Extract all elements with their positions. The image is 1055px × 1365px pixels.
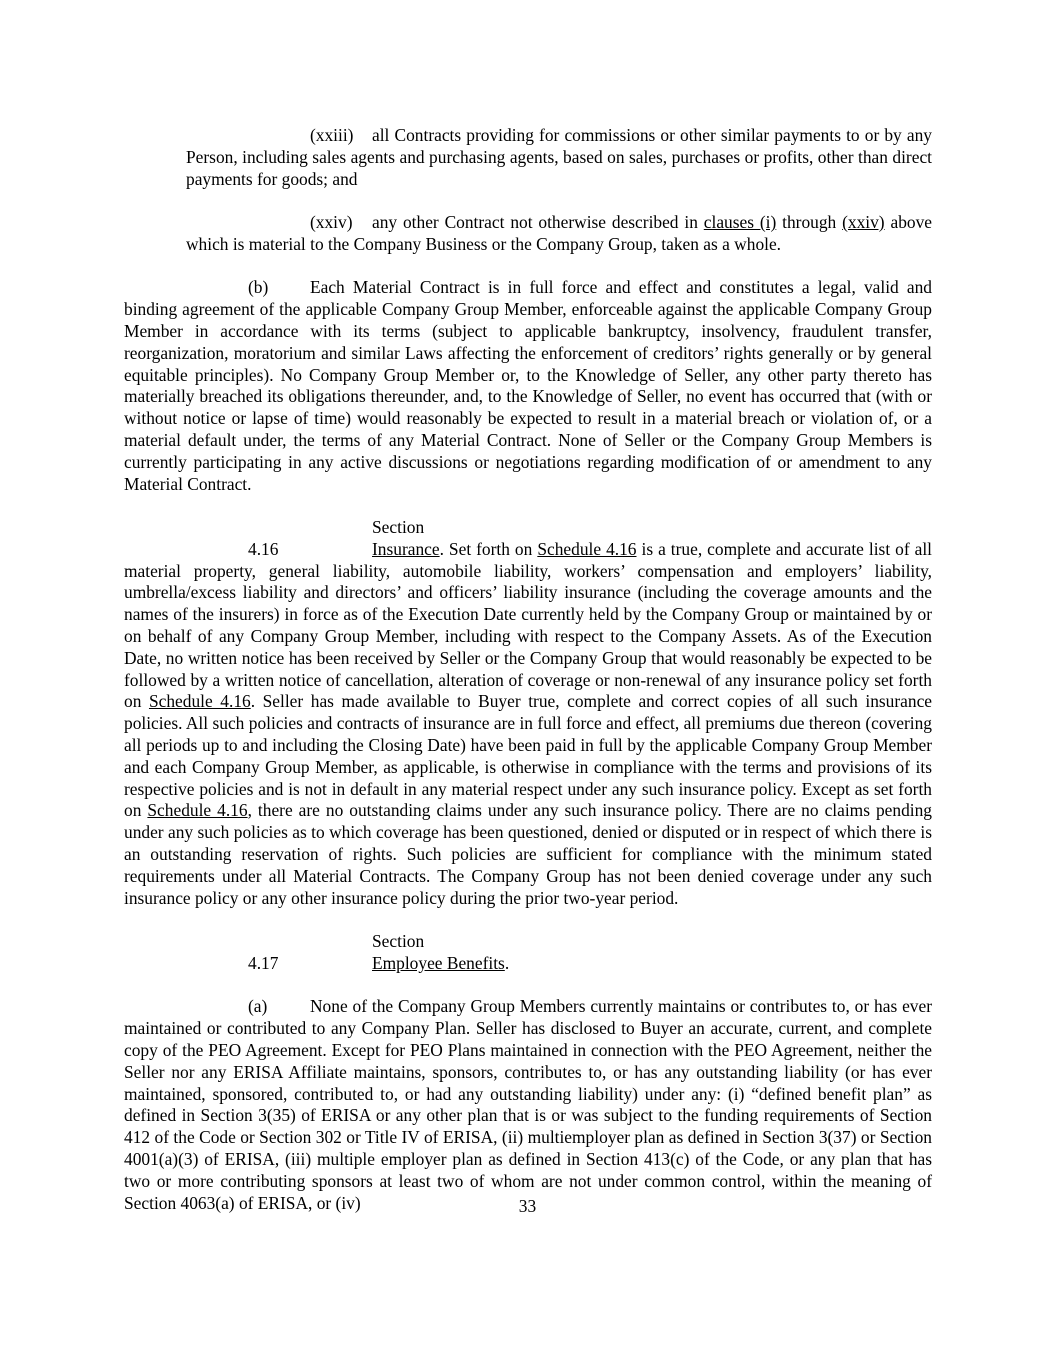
section-4-16 [124,517,932,909]
clause-text: above which is material to the Company Business or the Company Group, taken as a whole. [186,212,932,254]
section-text: is a true, complete and accurate list of all material property, general liability, automobile liability, workers’ compensation and employers’ liability, umbrella/excess liability and directors’ and officers’ liability insurance (including the coverage amounts and the names of the insurers) in force as of the Execution Date currently held by the Company Group or maintained by or on behalf of any Company Group Member, including with respect to the Company Assets. As of the Execution Date, no written notice has been received by Seller or the Company Group that would reasonably be expected to be followed by a written notice of cancellation, alteration of coverage or non-renewal of any insurance policy set forth on [124,538,932,712]
section-title: Employee Benefits [372,952,505,973]
cross-reference: clauses (i) [703,212,777,233]
cross-reference: (xxiv) [842,212,885,233]
paragraph-number: (a) [248,996,268,1017]
section-text: , there are no outstanding claims under any such insurance policy. There are no claims pending under any such policies as to which coverage has been questioned, denied or disputed or in respect of which there is an outstanding reservation of rights. Such policies are sufficient for compliance with the minimum stated requirements under all Material Contracts. The Company Group has not been denied coverage under any such insurance policy or any other insurance policy during the prior two-year period. [124,800,932,908]
clause-text: any other Contract not otherwise described in [372,212,704,233]
paragraph-a [124,996,932,1214]
paragraph-b [124,277,932,495]
clause-text: all Contracts providing for commissions or other similar payments to or by any Person, including sales agents and purchasing agents, based on sales, purchases or profits, other than direct payments for goods; and [186,125,932,189]
section-number: Section 4.17 [248,931,425,973]
section-text: . Seller has made available to Buyer true, complete and correct copies of all such insurance policies. All such policies and contracts of insurance are in full force and effect, all premiums due thereon (covering all periods up to and including the Closing Date) have been paid in full by the applicable Company Group Member and each Company Group Member, as applicable, is otherwise in compliance with the terms and provisions of its respective policies and is not in default in any material respect under any such insurance policy. Except as set forth on [124,691,933,821]
clause-number: (xxiv) [310,212,353,233]
clause-number: (xxiii) [310,125,354,145]
page-number: 33 [518,1196,537,1216]
section-title: Insurance [372,538,440,559]
section-number: Section 4.16 [248,517,425,559]
paragraph-text: Each Material Contract is in full force and effect and constitutes a legal, valid and binding agreement of the applicable Company Group Member, enforceable against the applicable Company Group Member in accordance with its terms (subject to applicable bankruptcy, insolvency, fraudulent transfer, reorganization, moratorium and similar Laws affecting the enforcement of creditors’ rights generally or by general equitable principles). No Company Group Member or, to the Knowledge of Seller, any other party thereto has materially breached its obligations thereunder, and, to the Knowledge of Seller, no event has occurred that (with or without notice or lapse of time) would reasonably be expected to result in a material breach or violation of, or a material default under, the terms of any Material Contract. None of Seller or the Company Group Members is currently participating in any active discussions or negotiations regarding modification of or amendment to any Material Contract. [124,277,932,494]
document-page [124,125,932,1214]
schedule-reference: Schedule 4.16 [148,691,251,712]
clause-xxiii [186,125,932,190]
paragraph-text: None of the Company Group Members currently maintains or contributes to, or has ever maintained or contributed to any Company Plan. Seller has disclosed to Buyer an accurate, current, and complete copy of the PEO Agreement. Except for PEO Plans maintained in connection with the PEO Agreement, neither the Seller nor any ERISA Affiliate maintains, sponsors, contributes to, or has any outstanding liability (or has ever maintained, sponsored, contributed to, or had any outstanding liability) under any: (i) “defined benefit plan” as defined in Section 3(35) of ERISA or any other plan that is or was subject to the funding requirements of Section 412 of the Code or Section 302 or Title IV of ERISA, (ii) multiemployer plan as defined in Section 3(37) or Section 4001(a)(3) of ERISA, (iii) multiple employer plan as defined in Section 413(c) of the Code, or any plan that has two or more contributing sponsors at least two of whom are not under common control, within the meaning of Section 4063(a) of ERISA, or (iv) [124,996,932,1213]
paragraph-number: (b) [248,277,269,298]
clause-xxiv [186,212,932,256]
schedule-reference: Schedule 4.16 [147,800,248,821]
section-text: . Set forth on [439,538,538,559]
section-4-17-heading [124,931,932,975]
clause-text: through [776,212,843,233]
schedule-reference: Schedule 4.16 [537,538,637,559]
section-title-punct: . [504,952,510,973]
